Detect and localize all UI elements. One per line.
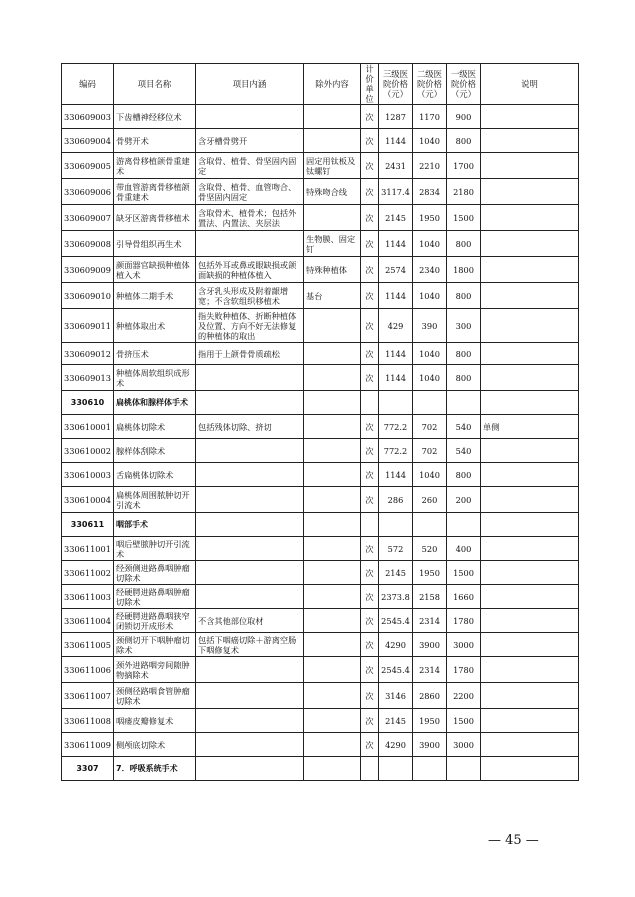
section-code: 3307	[62, 757, 114, 781]
item-exclusion	[304, 205, 361, 231]
item-name: 咽后壁脓肿切开引流术	[114, 537, 196, 561]
item-unit: 次	[361, 365, 379, 391]
table-row	[62, 537, 579, 561]
price-level1: 2180	[447, 179, 481, 205]
empty-cell	[413, 513, 447, 537]
header-content: 项目内涵	[196, 64, 304, 105]
price-level3: 2545.4	[379, 609, 413, 633]
item-code: 330609012	[62, 343, 114, 365]
price-level2: 702	[413, 439, 447, 463]
item-unit: 次	[361, 585, 379, 609]
price-level1: 1780	[447, 609, 481, 633]
item-code: 330610003	[62, 463, 114, 487]
item-content	[196, 537, 304, 561]
table-row	[62, 153, 579, 179]
item-exclusion	[304, 609, 361, 633]
item-unit: 次	[361, 633, 379, 657]
table-row	[62, 683, 579, 709]
price-level1: 400	[447, 537, 481, 561]
price-level1: 900	[447, 105, 481, 129]
price-level2: 1950	[413, 561, 447, 585]
item-note	[481, 633, 579, 657]
item-name: 骨挤压术	[114, 343, 196, 365]
item-note	[481, 609, 579, 633]
item-content: 含取骨、植骨、血管吻合、骨坚固内固定	[196, 179, 304, 205]
price-level3: 772.2	[379, 439, 413, 463]
header-price-level1: 一级医院价格（元）	[447, 64, 481, 105]
item-name: 下齿槽神经移位术	[114, 105, 196, 129]
item-exclusion	[304, 585, 361, 609]
price-level2: 2314	[413, 609, 447, 633]
table-row	[62, 105, 579, 129]
table-row	[62, 129, 579, 153]
item-unit: 次	[361, 733, 379, 757]
table-row	[62, 179, 579, 205]
table-row	[62, 415, 579, 439]
item-exclusion	[304, 105, 361, 129]
table-row	[62, 439, 579, 463]
price-level2: 2860	[413, 683, 447, 709]
item-content	[196, 487, 304, 513]
item-content	[196, 561, 304, 585]
section-row	[62, 757, 579, 781]
price-level1: 800	[447, 463, 481, 487]
item-name: 种植体取出术	[114, 309, 196, 343]
item-note	[481, 463, 579, 487]
price-level3: 1144	[379, 365, 413, 391]
item-name: 带血管游离骨移植颌骨重建术	[114, 179, 196, 205]
price-level2: 1040	[413, 231, 447, 257]
price-level1: 1660	[447, 585, 481, 609]
section-name: 咽部手术	[114, 513, 196, 537]
header-code: 编码	[62, 64, 114, 105]
item-name: 扁桃体周围脓肿切开引流术	[114, 487, 196, 513]
empty-cell	[304, 391, 361, 415]
item-code: 330609007	[62, 205, 114, 231]
item-unit: 次	[361, 343, 379, 365]
item-content	[196, 709, 304, 733]
item-exclusion	[304, 683, 361, 709]
price-level2: 1040	[413, 283, 447, 309]
item-name: 颜面器官缺损种植体植入术	[114, 257, 196, 283]
item-exclusion	[304, 537, 361, 561]
empty-cell	[413, 391, 447, 415]
table-row	[62, 657, 579, 683]
item-note	[481, 205, 579, 231]
item-note	[481, 439, 579, 463]
price-level3: 1144	[379, 231, 413, 257]
price-level1: 1780	[447, 657, 481, 683]
empty-cell	[196, 757, 304, 781]
price-level1: 200	[447, 487, 481, 513]
price-level3: 2373.8	[379, 585, 413, 609]
price-level2: 390	[413, 309, 447, 343]
table-row	[62, 283, 579, 309]
table-row	[62, 633, 579, 657]
header-unit: 计价单位	[361, 64, 379, 105]
table-row	[62, 231, 579, 257]
item-code: 330611004	[62, 609, 114, 633]
item-exclusion: 固定用钛板及钛螺钉	[304, 153, 361, 179]
price-level1: 1800	[447, 257, 481, 283]
item-exclusion	[304, 709, 361, 733]
table-row	[62, 309, 579, 343]
item-exclusion	[304, 733, 361, 757]
price-level3: 3146	[379, 683, 413, 709]
table-row	[62, 487, 579, 513]
price-level3: 2145	[379, 205, 413, 231]
empty-cell	[379, 513, 413, 537]
item-note	[481, 683, 579, 709]
empty-cell	[196, 391, 304, 415]
price-level3: 772.2	[379, 415, 413, 439]
item-unit: 次	[361, 415, 379, 439]
item-note	[481, 257, 579, 283]
item-note	[481, 129, 579, 153]
item-exclusion	[304, 439, 361, 463]
price-level1: 800	[447, 343, 481, 365]
price-level2: 3900	[413, 633, 447, 657]
item-code: 330611001	[62, 537, 114, 561]
item-name: 经硬腭进路鼻咽肿瘤切除术	[114, 585, 196, 609]
item-unit: 次	[361, 463, 379, 487]
price-level2: 1170	[413, 105, 447, 129]
item-content: 含牙乳头形成及附着龈增宽；不含软组织移植术	[196, 283, 304, 309]
item-unit: 次	[361, 129, 379, 153]
item-note	[481, 283, 579, 309]
table-row	[62, 733, 579, 757]
item-name: 咽瘘皮瓣修复术	[114, 709, 196, 733]
item-content	[196, 463, 304, 487]
item-note	[481, 309, 579, 343]
item-note	[481, 537, 579, 561]
item-name: 种植体周软组织成形术	[114, 365, 196, 391]
price-level2: 2158	[413, 585, 447, 609]
price-level3: 2574	[379, 257, 413, 283]
item-note	[481, 343, 579, 365]
item-exclusion	[304, 657, 361, 683]
table-row	[62, 585, 579, 609]
item-unit: 次	[361, 205, 379, 231]
header-name: 项目名称	[114, 64, 196, 105]
price-level2: 2210	[413, 153, 447, 179]
price-level2: 2834	[413, 179, 447, 205]
price-level3: 1144	[379, 343, 413, 365]
item-name: 颈侧径路咽食管肿瘤切除术	[114, 683, 196, 709]
price-level1: 1500	[447, 205, 481, 231]
item-exclusion: 特殊吻合线	[304, 179, 361, 205]
item-content: 含取骨、植骨、骨坚固内固定	[196, 153, 304, 179]
item-content: 含牙槽骨劈开	[196, 129, 304, 153]
item-note	[481, 105, 579, 129]
item-name: 侧颅底切除术	[114, 733, 196, 757]
price-level3: 4290	[379, 733, 413, 757]
price-level1: 540	[447, 415, 481, 439]
item-unit: 次	[361, 105, 379, 129]
price-level2: 1040	[413, 365, 447, 391]
table-row	[62, 463, 579, 487]
item-code: 330611009	[62, 733, 114, 757]
price-level1: 540	[447, 439, 481, 463]
item-name: 经颈侧进路鼻咽肿瘤切除术	[114, 561, 196, 585]
price-level1: 800	[447, 231, 481, 257]
item-name: 扁桃体切除术	[114, 415, 196, 439]
empty-cell	[447, 757, 481, 781]
empty-cell	[304, 513, 361, 537]
header-price-level2: 二级医院价格（元）	[413, 64, 447, 105]
price-level2: 1950	[413, 709, 447, 733]
item-code: 330611003	[62, 585, 114, 609]
item-unit: 次	[361, 257, 379, 283]
table-row	[62, 343, 579, 365]
item-name: 舌扁桃体切除术	[114, 463, 196, 487]
item-note: 单侧	[481, 415, 579, 439]
item-unit: 次	[361, 709, 379, 733]
price-level3: 1287	[379, 105, 413, 129]
item-note	[481, 179, 579, 205]
item-code: 330609010	[62, 283, 114, 309]
price-level3: 286	[379, 487, 413, 513]
item-exclusion	[304, 633, 361, 657]
price-level1: 1700	[447, 153, 481, 179]
item-code: 330611002	[62, 561, 114, 585]
item-unit: 次	[361, 537, 379, 561]
empty-cell	[481, 391, 579, 415]
price-level3: 1144	[379, 283, 413, 309]
empty-cell	[361, 757, 379, 781]
item-note	[481, 231, 579, 257]
price-level3: 4290	[379, 633, 413, 657]
item-content: 指失败种植体、折断种植体及位置、方向不好无法修复的种植体的取出	[196, 309, 304, 343]
item-exclusion	[304, 487, 361, 513]
price-level3: 1144	[379, 463, 413, 487]
empty-cell	[196, 513, 304, 537]
item-content: 包括外耳或鼻或眼缺损或颌面缺损的种植体植入	[196, 257, 304, 283]
item-content: 指用于上颌骨骨质疏松	[196, 343, 304, 365]
item-name: 颈外进路咽旁间隙肿物摘除术	[114, 657, 196, 683]
item-note	[481, 733, 579, 757]
empty-cell	[379, 391, 413, 415]
item-exclusion	[304, 463, 361, 487]
empty-cell	[361, 513, 379, 537]
empty-cell	[379, 757, 413, 781]
item-note	[481, 153, 579, 179]
header-price-level3: 三级医院价格（元）	[379, 64, 413, 105]
item-exclusion: 生物膜、固定钉	[304, 231, 361, 257]
item-code: 330610002	[62, 439, 114, 463]
price-level3: 572	[379, 537, 413, 561]
item-code: 330610004	[62, 487, 114, 513]
section-row	[62, 391, 579, 415]
price-level2: 260	[413, 487, 447, 513]
price-table-sheet	[61, 63, 578, 781]
price-level2: 520	[413, 537, 447, 561]
price-level1: 2200	[447, 683, 481, 709]
price-level1: 800	[447, 365, 481, 391]
item-note	[481, 561, 579, 585]
empty-cell	[413, 757, 447, 781]
item-content	[196, 439, 304, 463]
price-level1: 800	[447, 129, 481, 153]
section-name: 7．呼吸系统手术	[114, 757, 196, 781]
price-level3: 429	[379, 309, 413, 343]
price-level3: 2145	[379, 561, 413, 585]
price-level1: 300	[447, 309, 481, 343]
item-note	[481, 585, 579, 609]
item-code: 330609011	[62, 309, 114, 343]
item-exclusion: 特殊种植体	[304, 257, 361, 283]
table-body	[62, 105, 579, 781]
item-content	[196, 231, 304, 257]
empty-cell	[361, 391, 379, 415]
item-name: 腺样体刮除术	[114, 439, 196, 463]
item-code: 330610001	[62, 415, 114, 439]
empty-cell	[447, 513, 481, 537]
page-number: — 45 —	[488, 833, 539, 848]
price-level2: 1950	[413, 205, 447, 231]
item-unit: 次	[361, 283, 379, 309]
item-content	[196, 733, 304, 757]
item-unit: 次	[361, 609, 379, 633]
item-exclusion	[304, 343, 361, 365]
item-unit: 次	[361, 657, 379, 683]
price-level3: 2145	[379, 709, 413, 733]
item-exclusion	[304, 129, 361, 153]
item-unit: 次	[361, 561, 379, 585]
price-level3: 1144	[379, 129, 413, 153]
item-content	[196, 657, 304, 683]
item-unit: 次	[361, 179, 379, 205]
item-content	[196, 683, 304, 709]
item-content	[196, 365, 304, 391]
price-level2: 1040	[413, 463, 447, 487]
item-code: 330611008	[62, 709, 114, 733]
table-row	[62, 609, 579, 633]
item-note	[481, 657, 579, 683]
item-content: 包括下咽癌切除＋游离空肠下咽修复术	[196, 633, 304, 657]
item-unit: 次	[361, 309, 379, 343]
item-exclusion	[304, 561, 361, 585]
item-name: 缺牙区游离骨移植术	[114, 205, 196, 231]
item-exclusion: 基台	[304, 283, 361, 309]
section-name: 扁桃体和腺样体手术	[114, 391, 196, 415]
item-note	[481, 365, 579, 391]
price-level2: 3900	[413, 733, 447, 757]
price-level2: 1040	[413, 343, 447, 365]
section-code: 330611	[62, 513, 114, 537]
item-code: 330609006	[62, 179, 114, 205]
item-code: 330609004	[62, 129, 114, 153]
item-code: 330611006	[62, 657, 114, 683]
section-row	[62, 513, 579, 537]
item-unit: 次	[361, 153, 379, 179]
item-code: 330609008	[62, 231, 114, 257]
item-code: 330609013	[62, 365, 114, 391]
price-level1: 3000	[447, 633, 481, 657]
item-code: 330609009	[62, 257, 114, 283]
table-row	[62, 365, 579, 391]
item-content: 不含其他部位取材	[196, 609, 304, 633]
item-name: 引导骨组织再生术	[114, 231, 196, 257]
item-name: 骨劈开术	[114, 129, 196, 153]
table-row	[62, 257, 579, 283]
price-level3: 2545.4	[379, 657, 413, 683]
item-exclusion	[304, 415, 361, 439]
item-code: 330609005	[62, 153, 114, 179]
header-note: 说明	[481, 64, 579, 105]
item-note	[481, 487, 579, 513]
table-row	[62, 709, 579, 733]
item-content: 包括残体切除、挤切	[196, 415, 304, 439]
item-exclusion	[304, 365, 361, 391]
price-level2: 1040	[413, 129, 447, 153]
price-level3: 3117.4	[379, 179, 413, 205]
item-unit: 次	[361, 439, 379, 463]
empty-cell	[481, 757, 579, 781]
item-name: 种植体二期手术	[114, 283, 196, 309]
item-unit: 次	[361, 487, 379, 513]
item-exclusion	[304, 309, 361, 343]
price-level3: 2431	[379, 153, 413, 179]
table-row	[62, 561, 579, 585]
price-level1: 3000	[447, 733, 481, 757]
price-table	[61, 63, 579, 781]
item-code: 330609003	[62, 105, 114, 129]
item-name: 游离骨移植颌骨重建术	[114, 153, 196, 179]
empty-cell	[304, 757, 361, 781]
item-content: 含取骨术、植骨术；包括外置法、内置法、夹层法	[196, 205, 304, 231]
item-code: 330611007	[62, 683, 114, 709]
price-level1: 800	[447, 283, 481, 309]
item-unit: 次	[361, 683, 379, 709]
table-row	[62, 205, 579, 231]
item-note	[481, 709, 579, 733]
item-code: 330611005	[62, 633, 114, 657]
header-except: 除外内容	[304, 64, 361, 105]
price-level2: 702	[413, 415, 447, 439]
header-row	[62, 64, 579, 105]
section-code: 330610	[62, 391, 114, 415]
price-level1: 1500	[447, 709, 481, 733]
price-level2: 2314	[413, 657, 447, 683]
price-level1: 1500	[447, 561, 481, 585]
empty-cell	[481, 513, 579, 537]
price-level2: 2340	[413, 257, 447, 283]
item-name: 经硬腭进路鼻咽狭窄闭锁切开成形术	[114, 609, 196, 633]
item-content	[196, 585, 304, 609]
item-unit: 次	[361, 231, 379, 257]
empty-cell	[447, 391, 481, 415]
item-content	[196, 105, 304, 129]
item-name: 颈侧切开下咽肿瘤切除术	[114, 633, 196, 657]
